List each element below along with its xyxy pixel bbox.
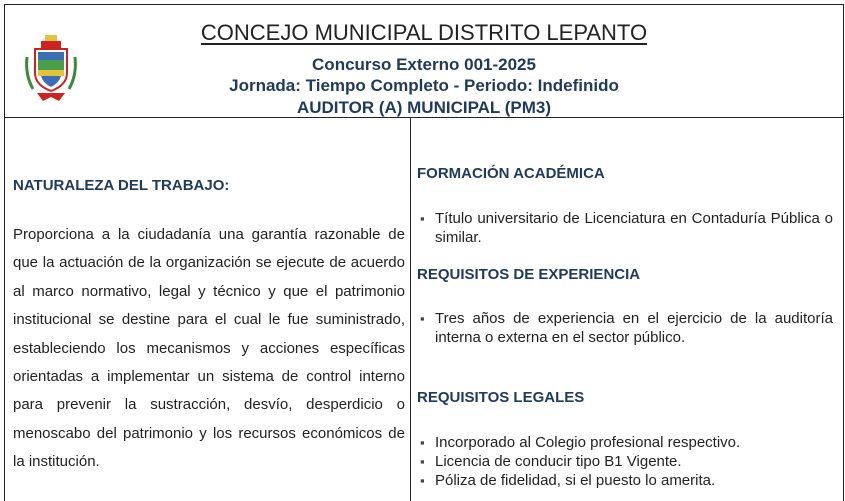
document-header <box>5 5 843 118</box>
schedule-line: Jornada: Tiempo Completo - Periodo: Indefinido <box>229 76 619 95</box>
list-item <box>417 452 833 471</box>
academic-heading: FORMACIÓN ACADÉMICA <box>417 165 605 182</box>
experience-list <box>417 309 833 347</box>
square-bullet-icon: ▪ <box>420 435 425 450</box>
square-bullet-icon: ▪ <box>420 211 425 226</box>
experience-heading: REQUISITOS DE EXPERIENCIA <box>417 266 641 283</box>
position-title: AUDITOR (A) MUNICIPAL (PM3) <box>296 98 552 117</box>
organization-name: CONCEJO MUNICIPAL DISTRITO LEPANTO <box>200 20 648 45</box>
list-item-text: Título universitario de Licenciatura en Contaduría Pública o similar. <box>435 210 833 246</box>
contest-title: Concurso Externo 001-2025 <box>312 55 536 74</box>
list-item-text: Incorporado al Colegio profesional respectivo. <box>435 434 741 451</box>
legal-list <box>417 433 833 490</box>
square-bullet-icon: ▪ <box>420 454 425 469</box>
nature-heading: NATURALEZA DEL TRABAJO: <box>13 177 230 194</box>
list-item <box>417 471 833 490</box>
list-item <box>417 433 833 452</box>
nature-body: Proporciona a la ciudadanía una garantía razonable de que la actuación de la organización se ejecute de acuerdo al marco normativo, legal y técnico y que el patrimonio institucional se destine para el cual le fue suministrado, estableciendo los mecanismos y acciones específicas orientadas a implementar un sistema de control interno para prevenir la sustracción, desvío, desperdicio o menoscabo del patrimonio y los recursos económicos de la institución. <box>13 226 405 471</box>
list-item-text: Póliza de fidelidad, si el puesto lo amerita. <box>435 472 716 489</box>
document-page <box>4 4 844 501</box>
legal-heading: REQUISITOS LEGALES <box>417 389 585 406</box>
column-divider <box>410 117 411 501</box>
list-item <box>417 309 833 347</box>
list-item-text: Licencia de conducir tipo B1 Vigente. <box>435 453 682 470</box>
list-item <box>417 209 833 247</box>
list-item-text: Tres años de experiencia en el ejercicio de la auditoría interna o externa en el sector público. <box>435 310 833 346</box>
square-bullet-icon: ▪ <box>420 311 425 326</box>
academic-list <box>417 209 833 247</box>
square-bullet-icon: ▪ <box>420 473 425 488</box>
